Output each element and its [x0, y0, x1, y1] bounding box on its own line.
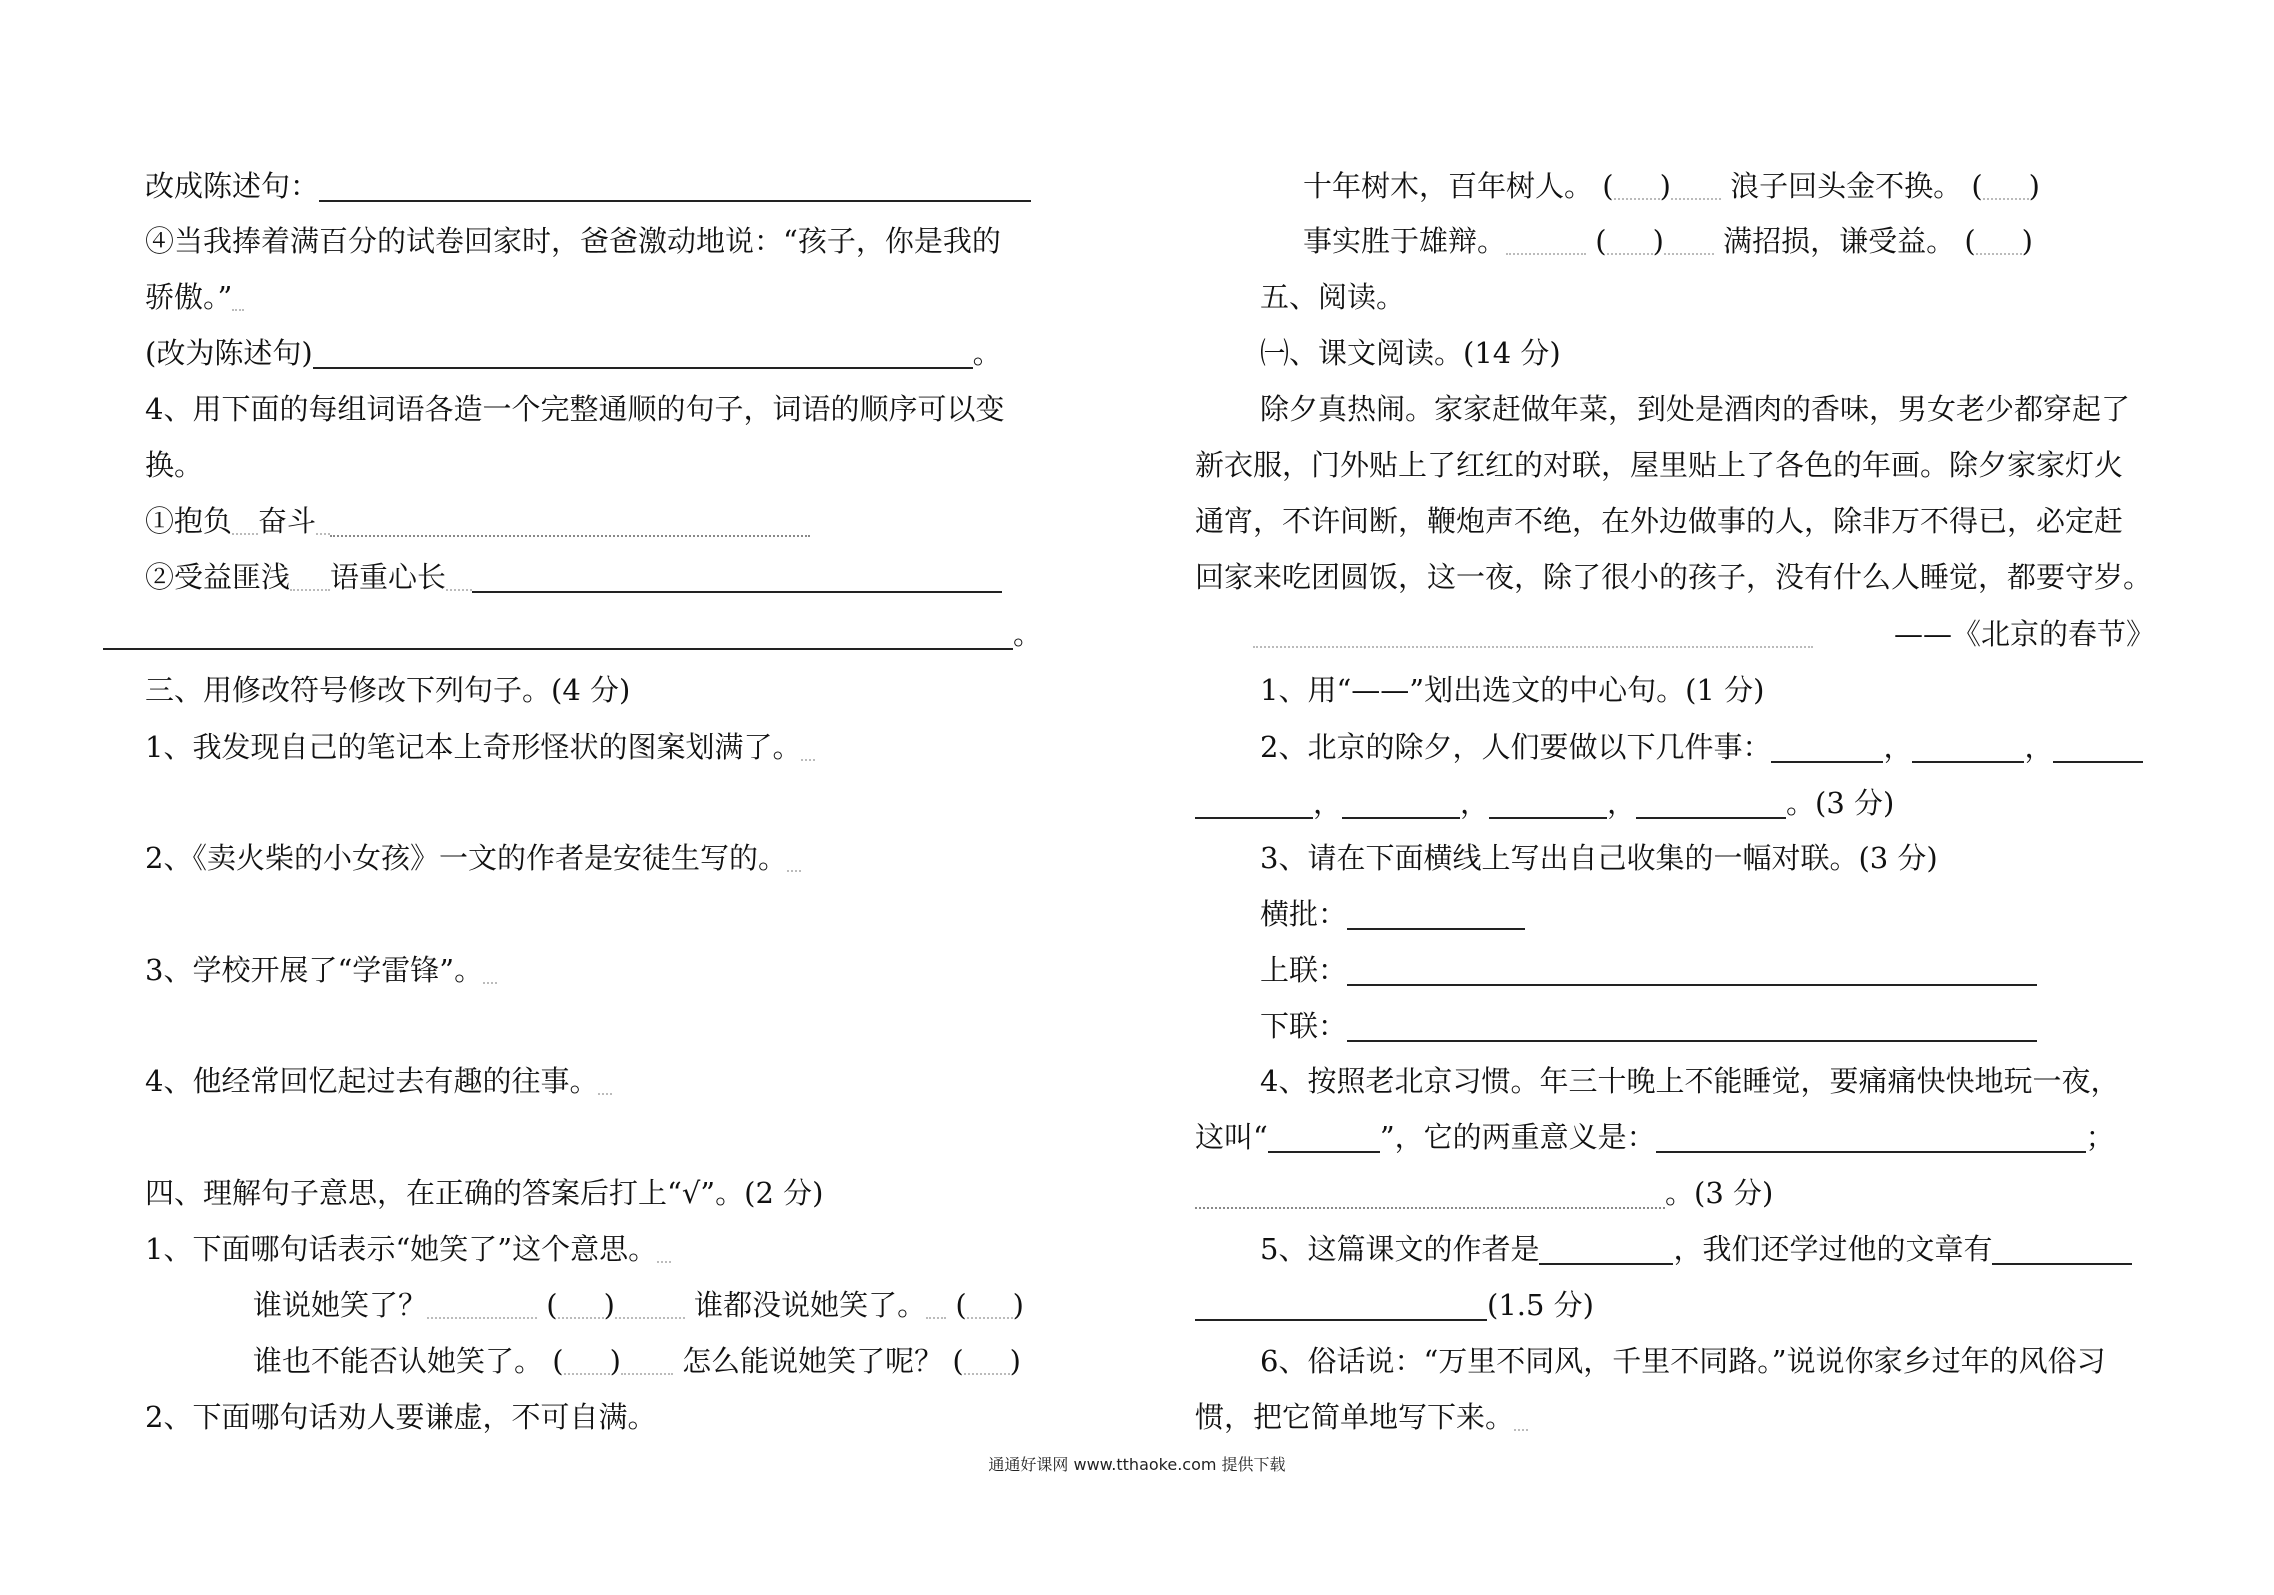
- question-text: ④当我捧着满百分的试卷回家时，爸爸激动地说：“孩子，你是我的: [145, 224, 1001, 258]
- answer-blank[interactable]: [1268, 1123, 1380, 1153]
- shanglian-line: 上联：: [1260, 950, 2155, 990]
- subsection-heading: ㈠、课文阅读。(14 分): [1260, 336, 1561, 370]
- answer-blank[interactable]: [1347, 900, 1525, 930]
- answer-blank[interactable]: [1195, 1291, 1487, 1321]
- answer-blank[interactable]: [1342, 789, 1460, 819]
- rewrite-line: 改成陈述句：: [145, 166, 1105, 206]
- answer-blank[interactable]: [313, 339, 973, 369]
- option-row: 事实胜于雄辩。 ( ) 满招损，谦受益。 ( ): [1303, 221, 2155, 261]
- passage-line: 新衣服，门外贴上了红红的对联，屋里贴上了各色的年画。除夕家家灯火: [1195, 448, 2124, 482]
- question-1: 1、用“——”划出选文的中心句。(1 分): [1260, 673, 1765, 707]
- answer-blank[interactable]: [103, 620, 1013, 650]
- option-row: 十年树木，百年树人。 ( ) 浪子回头金不换。 ( ): [1303, 166, 2155, 206]
- passage-line: 除夕真热闹。家家赶做年菜，到处是酒肉的香味，男女老少都穿起了: [1260, 392, 2131, 426]
- check-box[interactable]: ( ): [1602, 169, 1671, 203]
- question-text: 1、下面哪句话表示“她笑了”这个意思。: [145, 1229, 1105, 1269]
- left-column: [145, 0, 1105, 1595]
- check-box[interactable]: ( ): [955, 1288, 1024, 1322]
- word-group-1: ①抱负 奋斗: [145, 501, 1105, 541]
- check-box[interactable]: ( ): [952, 1344, 1021, 1378]
- question-6-continued: 惯，把它简单地写下来。: [1195, 1397, 2155, 1437]
- answer-blank[interactable]: [1771, 733, 1883, 763]
- question-6: 6、俗话说：“万里不同风，千里不同路。”说说你家乡过年的风俗习: [1260, 1344, 2106, 1378]
- answer-blank[interactable]: [1636, 789, 1786, 819]
- word-group-2: ②受益匪浅 语重心长: [145, 557, 1105, 597]
- section-4-heading: 四、理解句子意思，在正确的答案后打上“√”。(2 分): [145, 1176, 824, 1210]
- question-text: 4、用下面的每组词语各造一个完整通顺的句子，词语的顺序可以变: [145, 392, 1005, 426]
- section-5-heading: 五、阅读。: [1260, 280, 1406, 314]
- answer-blank[interactable]: [330, 507, 810, 537]
- answer-blank[interactable]: [1992, 1235, 2132, 1265]
- question-4-answer: 。(3 分): [1195, 1173, 2155, 1213]
- passage-source: ——《北京的春节》: [1195, 614, 2155, 654]
- xialian-line: 下联：: [1260, 1006, 2155, 1046]
- sentence-4: 4、他经常回忆起过去有趣的往事。: [145, 1061, 1105, 1101]
- question-text: 2、下面哪句话劝人要谦虚，不可自满。: [145, 1400, 657, 1434]
- check-box[interactable]: ( ): [1971, 169, 2040, 203]
- answer-blank[interactable]: [1195, 789, 1313, 819]
- check-box[interactable]: ( ): [552, 1344, 621, 1378]
- question-4: 4、按照老北京习惯。年三十晚上不能睡觉，要痛痛快快地玩一夜，: [1260, 1064, 2120, 1098]
- question-5-continued: (1.5 分): [1195, 1285, 2155, 1325]
- option-row: 谁说她笑了？ ( ) 谁都没说她笑了。 ( ): [253, 1285, 1105, 1325]
- answer-blank[interactable]: [1489, 789, 1607, 819]
- rewrite-line: (改为陈述句) 。: [145, 336, 1002, 370]
- answer-line: 。: [103, 614, 1105, 654]
- sentence-1: 1、我发现自己的笔记本上奇形怪状的图案划满了。: [145, 727, 1105, 767]
- answer-blank[interactable]: [1347, 1012, 2037, 1042]
- answer-blank[interactable]: [1539, 1235, 1673, 1265]
- check-box[interactable]: ( ): [1964, 224, 2033, 258]
- sentence-2: 2、《卖火柴的小女孩》一文的作者是安徒生写的。: [145, 838, 1105, 878]
- check-box[interactable]: ( ): [546, 1288, 615, 1322]
- check-box[interactable]: ( ): [1595, 224, 1664, 258]
- passage-line: 通宵，不许间断，鞭炮声不绝，在外边做事的人，除非万不得已，必定赶: [1195, 504, 2124, 538]
- page-footer: 通通好课网 www.tthaoke.com 提供下载: [988, 1455, 1286, 1474]
- section-3-heading: 三、用修改符号修改下列句子。(4 分): [145, 673, 631, 707]
- question-3: 3、请在下面横线上写出自己收集的一幅对联。(3 分): [1260, 841, 1938, 875]
- question-5: 5、这篇课文的作者是 ，我们还学过他的文章有: [1260, 1229, 2155, 1269]
- answer-blank[interactable]: [319, 172, 1031, 202]
- answer-blank[interactable]: [472, 563, 1002, 593]
- answer-blank[interactable]: [2053, 733, 2143, 763]
- answer-blank[interactable]: [1347, 956, 2037, 986]
- option-row: 谁也不能否认她笑了。 ( ) 怎么能说她笑了呢？ ( ): [253, 1341, 1105, 1381]
- passage-line: 回家来吃团圆饭，这一夜，除了很小的孩子，没有什么人睡觉，都要守岁。: [1195, 560, 2153, 594]
- question-4-continued: 这叫“ ”，它的两重意义是： ；: [1195, 1120, 2115, 1154]
- sentence-3: 3、学校开展了“学雷锋”。: [145, 950, 1105, 990]
- answer-blank[interactable]: [1195, 1179, 1665, 1209]
- right-column: [1195, 0, 2155, 1595]
- question-text: 骄傲。”: [145, 277, 1105, 317]
- answer-blank[interactable]: [1656, 1123, 2086, 1153]
- question-2: 2、北京的除夕，人们要做以下几件事： ， ，: [1260, 727, 2155, 767]
- answer-blank[interactable]: [1912, 733, 2024, 763]
- question-2-continued: ， ， ， 。(3 分): [1195, 783, 2155, 823]
- hengpi-line: 横批：: [1260, 894, 2155, 934]
- question-text: 换。: [145, 448, 204, 482]
